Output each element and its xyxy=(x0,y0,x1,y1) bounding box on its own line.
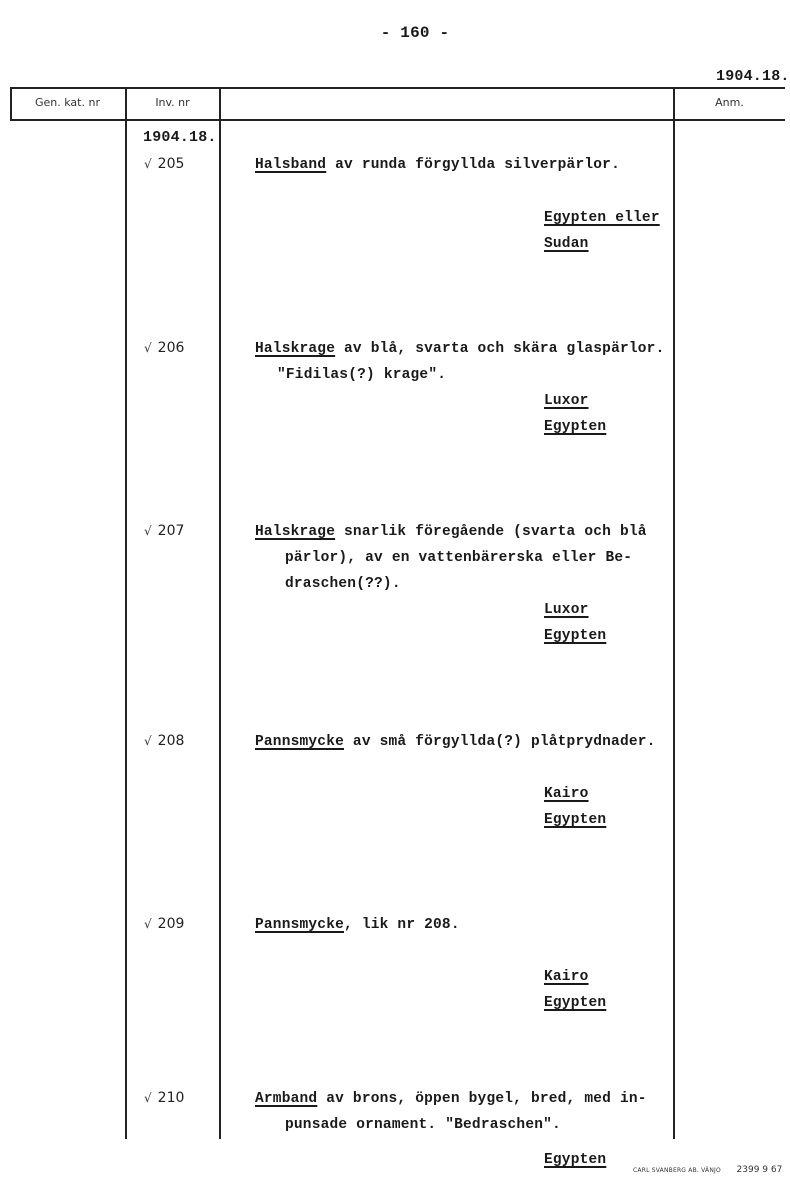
entry-description-line: "Fidilas(?) krage". xyxy=(277,367,447,383)
entry-country: Sudan xyxy=(544,236,589,252)
form-number: 2399 9 67 xyxy=(736,1165,783,1175)
check-mark: √ xyxy=(144,524,152,538)
entry-description-line: pärlor), av en vattenbärerska eller Be- xyxy=(285,550,633,566)
entry-place: Kairo xyxy=(544,969,589,985)
entry-place: Kairo xyxy=(544,786,589,802)
check-mark: √ xyxy=(144,917,152,931)
entry-place: Luxor xyxy=(544,393,589,409)
entry-description: Armband av brons, öppen bygel, bred, med in- xyxy=(255,1091,647,1107)
entry-country: Egypten xyxy=(544,995,607,1011)
entry-country: Egypten xyxy=(544,1152,607,1168)
column-header-gen-kat-nr: Gen. kat. nr xyxy=(35,96,100,109)
page-number: - 160 - xyxy=(380,24,450,42)
check-mark: √ xyxy=(144,341,152,355)
header-accession-number: 1904.18. xyxy=(716,68,790,85)
printer-imprint: CARL SVANBERG AB. VÄNJO 2399 9 67 xyxy=(633,1165,783,1175)
check-mark: √ xyxy=(144,157,152,171)
entry-country: Egypten xyxy=(544,628,607,644)
inventory-number: √ 206 xyxy=(144,340,185,356)
entry-keyword: Pannsmycke xyxy=(255,734,345,750)
column-divider-desc-anm xyxy=(673,87,675,1139)
entry-country: Egypten xyxy=(544,419,607,435)
entry-description: Halsband av runda förgyllda silverpärlor. xyxy=(255,157,620,173)
entry-keyword: Halskrage xyxy=(255,524,336,540)
column-header-inv-nr: Inv. nr xyxy=(155,96,190,109)
inventory-number: √ 205 xyxy=(144,156,185,172)
entry-keyword: Halsband xyxy=(255,157,327,173)
inventory-number: √ 209 xyxy=(144,916,185,932)
entry-keyword: Pannsmycke xyxy=(255,917,345,933)
entry-keyword: Armband xyxy=(255,1091,318,1107)
column-header-anm: Anm. xyxy=(715,96,744,109)
column-divider-inv-desc xyxy=(219,87,221,1139)
entry-description: Halskrage snarlik föregående (svarta och blå xyxy=(255,524,647,540)
inventory-number: √ 207 xyxy=(144,523,185,539)
entry-place: Egypten eller xyxy=(544,210,660,226)
entry-description-line: draschen(??). xyxy=(285,576,401,592)
inventory-number: √ 208 xyxy=(144,733,185,749)
entry-description: Pannsmycke av små förgyllda(?) plåtprydnader. xyxy=(255,734,656,750)
column-divider-gen-inv xyxy=(125,87,127,1139)
check-mark: √ xyxy=(144,1091,152,1105)
entry-description: Halskrage av blå, svarta och skära glaspärlor. xyxy=(255,341,665,357)
accession-label: 1904.18. xyxy=(143,129,217,146)
check-mark: √ xyxy=(144,734,152,748)
entry-description-line: punsade ornament. "Bedraschen". xyxy=(285,1117,561,1133)
inventory-number: √ 210 xyxy=(144,1090,185,1106)
entry-country: Egypten xyxy=(544,812,607,828)
entry-keyword: Halskrage xyxy=(255,341,336,357)
entry-place: Luxor xyxy=(544,602,589,618)
entry-description: Pannsmycke, lik nr 208. xyxy=(255,917,460,933)
